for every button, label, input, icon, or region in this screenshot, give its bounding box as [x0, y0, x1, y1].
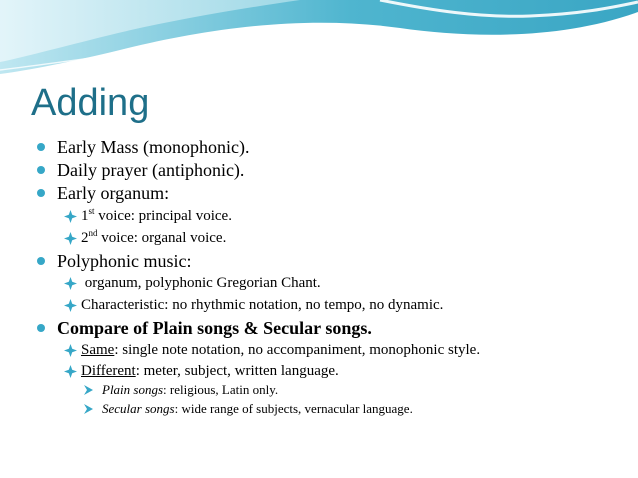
- round-bullet-icon: [37, 166, 45, 174]
- slide-title: Adding: [31, 82, 150, 124]
- bullet-text: Secular songs: wide range of subjects, vernacular language.: [102, 401, 413, 416]
- diamond-bullet-icon: [64, 299, 77, 312]
- diamond-bullet-icon: [64, 277, 77, 290]
- bullet-text: organum, polyphonic Gregorian Chant.: [81, 275, 321, 291]
- bullet-text: Polyphonic music:: [57, 251, 192, 271]
- arrow-bullet-icon: [84, 404, 93, 414]
- bullet-text: Plain songs: religious, Latin only.: [102, 382, 279, 397]
- round-bullet-icon: [37, 189, 45, 197]
- diamond-bullet-icon: [64, 232, 77, 245]
- round-bullet-icon: [37, 257, 45, 265]
- arrow-bullet-icon: [84, 385, 93, 395]
- bullet-text: Same: single note notation, no accompaniment, monophonic style.: [81, 342, 481, 358]
- bullet-text: Compare of Plain songs & Secular songs.: [57, 318, 372, 338]
- bullet-text: 1st voice: principal voice.: [81, 206, 232, 224]
- bullet-text: Early organum:: [57, 183, 170, 203]
- round-bullet-icon: [37, 324, 45, 332]
- bullet-text: Characteristic: no rhythmic notation, no tempo, no dynamic.: [81, 297, 444, 313]
- diamond-bullet-icon: [64, 365, 77, 378]
- bullet-text: 2nd voice: organal voice.: [81, 228, 227, 246]
- bullet-text: Daily prayer (antiphonic).: [57, 160, 245, 180]
- diamond-bullet-icon: [64, 344, 77, 357]
- bullet-text: Different: meter, subject, written language.: [81, 363, 339, 379]
- bullet-text: Early Mass (monophonic).: [57, 137, 250, 157]
- round-bullet-icon: [37, 143, 45, 151]
- diamond-bullet-icon: [64, 210, 77, 223]
